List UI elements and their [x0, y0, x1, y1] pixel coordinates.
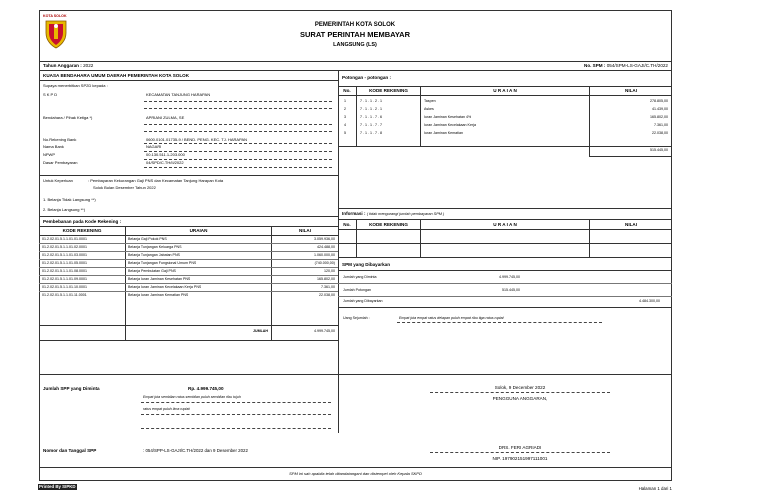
potongan-total: 515.445,00 — [650, 148, 668, 152]
table-row: Belanja Pembulatan Gaji PNS — [128, 269, 176, 273]
spp-words-line1: Empat juta sembilan ratus sembilan puluh sembilan ribu tujuh — [143, 395, 241, 399]
table-row: 165.802,00 — [650, 115, 668, 119]
spp-words-line2: ratus empat puluh lima rupiah — [143, 407, 191, 411]
table-row: Belanja Iuran Jaminan Kecelakaan Kerja PNS — [128, 285, 202, 289]
field-skpd-value: KECAMATAN TANJUNG HARAPAN — [146, 92, 211, 97]
informasi-title: Informasi : — [342, 211, 366, 216]
jumlah-potongan-value: 515.445,00 — [502, 288, 520, 292]
belanja-tidak-langsung: 1. Belanja Tidak Langsung **) — [43, 197, 96, 202]
inf-col-kode: KODE REKENING — [369, 222, 408, 227]
field-norek-label: No.Rekening Bank — [43, 137, 77, 142]
field-bank-label: Nama Bank — [43, 144, 64, 149]
spm-no-label: No. SPM : — [584, 63, 606, 68]
header-line3: LANGSUNG (LS) — [333, 42, 377, 48]
tahun-anggaran — [43, 63, 93, 69]
dibayarkan-title: SPM yang Dibayarkan — [342, 262, 390, 267]
header-line2: SURAT PERINTAH MEMBAYAR — [299, 30, 410, 39]
table-row: 01.2.02.01.5.1.1.01.05.0001 — [42, 261, 87, 265]
table-row: 7 . 1 . 1 . 2 . 1 — [360, 99, 382, 103]
field-npwp-label: NPWP — [43, 152, 55, 157]
sign-nip: NIP. 197902151997111001 — [492, 456, 548, 461]
inf-col-nilai: NILAI — [625, 222, 637, 227]
kuasa-title: KUASA BENDAHARA UMUM DAERAH PEMERINTAH KOTA SOLOK — [43, 73, 190, 78]
table-row: 01.2.02.01.5.1.1.01.01.0001 — [42, 237, 87, 241]
keperluan-line2: Solok Bulan Desember Tahun 2022 — [93, 185, 156, 190]
table-row: 01.2.02.01.5.1.1.01.03.0001 — [42, 253, 87, 257]
spp-value: Rp. 4.999.745,00 — [188, 386, 224, 391]
col-uraian: URAIAN — [189, 228, 208, 233]
table-row: Belanja Tunjangan Fungsional Umum PNS — [128, 261, 197, 265]
field-npwp-value: 00.130.511.1-203.000 — [146, 152, 185, 157]
footer-note: SPM ini sah apabila telah ditandatangani dan distempel oleh Kepala SKPD — [289, 471, 422, 476]
table-row: Belanja Tunjangan Keluarga PNS — [128, 245, 182, 249]
table-row: 165.802,00 — [317, 277, 335, 281]
table-row: 3 — [344, 115, 346, 119]
sejumlah-label: Uang Sejumlah : — [343, 316, 370, 320]
table-row: (740.000,00) — [314, 261, 335, 265]
table-row: 5 — [344, 131, 346, 135]
table-row: 41.439,00 — [652, 107, 668, 111]
field-dasar-label: Dasar Pembayaran — [43, 160, 78, 165]
field-bendahara-value: APRIANI ZULMA, SE — [146, 115, 185, 120]
field-skpd-label: S K P D — [43, 92, 58, 97]
jumlah-dibayarkan-value: 4.484.300,00 — [639, 299, 660, 303]
pembebanan-total: 4.999.745,00 — [314, 329, 335, 333]
nomor-spp-label: Nomor dan Tanggal SPP — [43, 448, 97, 453]
spm-number — [480, 63, 668, 69]
jumlah-diminta-value: 4.999.745,00 — [499, 275, 520, 279]
table-row: Iuran Jaminan Kecelakaan Kerja — [424, 123, 476, 127]
belanja-langsung: 2. Belanja Langsung **) — [43, 207, 86, 212]
jumlah-dibayarkan-label: Jumlah yang Dibayarkan — [343, 299, 383, 303]
table-row: 01.2.02.01.5.1.1.01.09.0001 — [42, 277, 87, 281]
tahun-label: Tahun Anggaran : — [43, 63, 82, 68]
supaya-text: Supaya menerbitkan SP2D kepada : — [43, 83, 108, 88]
table-row: 7 . 1 . 1 . 2 . 1 — [360, 107, 382, 111]
informasi-section — [342, 211, 444, 218]
pot-col-nilai: NILAI — [625, 88, 637, 93]
pot-col-uraian: U R A I A N — [493, 88, 517, 93]
table-row: 7.361,00 — [321, 285, 335, 289]
keperluan-label: Untuk Keperluan — [43, 178, 73, 183]
tahun-value: 2022 — [83, 63, 94, 68]
table-row: Belanja Gaji Pokok PNS — [128, 237, 167, 241]
field-bendahara-label: Bendahara / Pihak Ketiga *) — [43, 115, 93, 120]
table-row: Belanja Iuran Jaminan Kematian PNS — [128, 293, 189, 297]
table-row: Iuran Jaminan Kesehatan 4% — [424, 115, 472, 119]
table-row: 1 — [344, 99, 346, 103]
jumlah-potongan-label: Jumlah Potongan — [343, 288, 371, 292]
table-row: 4 — [344, 123, 346, 127]
logo-caption: KOTA SOLOK — [43, 14, 67, 18]
page-number: Halaman 1 dari 1 — [638, 486, 672, 491]
table-row: 01.2.02.01.5.1.1.01.11.0001 — [42, 293, 87, 297]
keperluan-line1: : Pembayaran Kekurangan Gaji PNS dan Kecamatan Tanjung Harapan Kota — [88, 178, 224, 183]
pot-col-no: No. — [343, 88, 351, 93]
pembebanan-total-label: JUMLAH — [253, 329, 268, 333]
printed-by: Printed By SIPKD — [39, 484, 76, 489]
table-row: 7.361,00 — [654, 123, 668, 127]
sign-role: PENGGUNA ANGGARAN, — [492, 396, 548, 401]
table-row: Taspen — [424, 99, 436, 103]
potongan-title: Potongan - potongan : — [342, 75, 391, 80]
table-row: 22.038,00 — [319, 293, 335, 297]
field-dasar-value: 04/SPD/C.TH/II/2022 — [146, 160, 184, 165]
table-row: 7 . 1 . 1 . 7 . 8 — [360, 131, 382, 135]
nomor-spp-value: : 054/SPP-LS-GAJI/C.TH/2022 dan 9 Desember 2022 — [143, 448, 248, 453]
sejumlah-text: Empat juta empat ratus delapan puluh empat ribu tiga ratus rupiah — [399, 316, 505, 320]
table-row: Belanja Iuran Jaminan Kesehatan PNS — [128, 277, 191, 281]
col-nilai: NILAI — [299, 228, 311, 233]
table-row: 22.038,00 — [652, 131, 668, 135]
pembebanan-title: Pembebanan pada Kode Rekening : — [43, 219, 122, 224]
header-line1: PEMERINTAH KOTA SOLOK — [314, 22, 396, 28]
table-row: 424.488,00 — [317, 245, 335, 249]
spm-no-value: 054/SPM-LS-GAJI/C.TH/2022 — [606, 63, 668, 68]
col-kode-rekening: KODE REKENING — [62, 228, 102, 233]
table-row: 7 . 1 . 1 . 7 . 6 — [360, 115, 382, 119]
table-row: 1.060.000,00 — [314, 253, 335, 257]
table-row: Askes — [424, 107, 434, 111]
sign-name: DRS. FERI AGRIADI — [498, 445, 542, 450]
table-row: 7 . 1 . 1 . 7 . 7 — [360, 123, 382, 127]
table-row: 278.805,00 — [650, 99, 668, 103]
field-bank-value: NAGARI — [146, 144, 162, 149]
table-row: 120,00 — [324, 269, 335, 273]
table-row: Iuran Jaminan Kematian — [424, 131, 463, 135]
pot-col-kode: KODE REKENING — [369, 88, 408, 93]
table-row: 3.059.936,00 — [314, 237, 335, 241]
field-norek-value: 0600.0101.01735-9 / BEND. PENG. KEC. TJ. HARAPAN — [146, 137, 248, 142]
table-row: 01.2.02.01.5.1.1.01.02.0001 — [42, 245, 87, 249]
table-row: 2 — [344, 107, 346, 111]
table-row: 01.2.02.01.5.1.1.01.08.0001 — [42, 269, 87, 273]
table-row: 01.2.02.01.5.1.1.01.10.0001 — [42, 285, 87, 289]
inf-col-uraian: U R A I A N — [493, 222, 517, 227]
jumlah-diminta-label: Jumlah yang Diminta — [343, 275, 377, 279]
sign-place-date: Solok, 9 December 2022 — [494, 385, 546, 390]
table-row: Belanja Tunjangan Jabatan PNS — [128, 253, 180, 257]
spp-label: Jumlah SPP yang Diminta — [43, 386, 100, 391]
informasi-note: ( tidak mengurangi jumlah pembayaran SPM ) — [366, 212, 445, 216]
inf-col-no: No. — [343, 222, 351, 227]
